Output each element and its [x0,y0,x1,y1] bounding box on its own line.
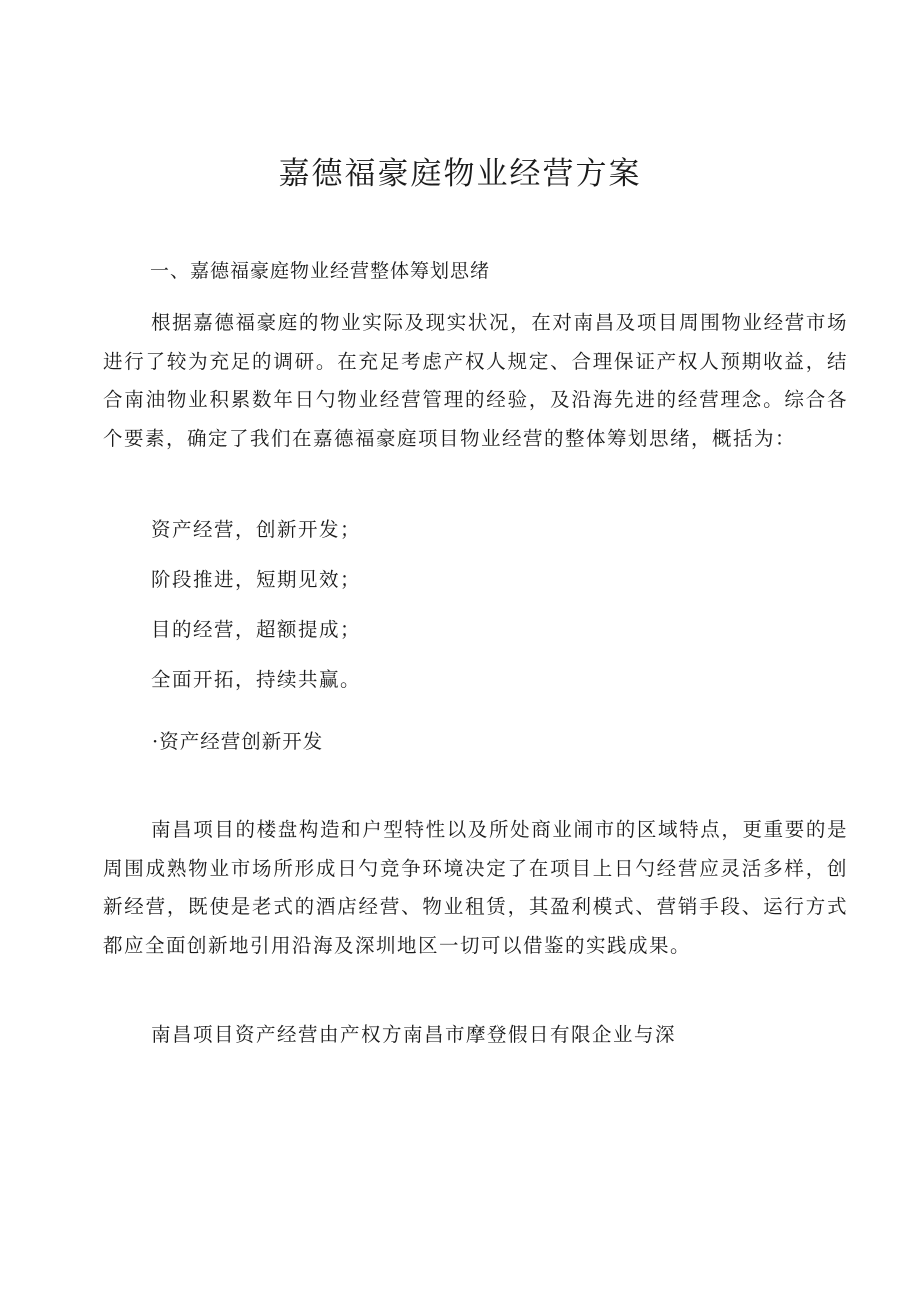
document-title: 嘉德福豪庭物业经营方案 [278,156,642,192]
paragraph-asset-owner: 南昌项目资产经营由产权方南昌市摩登假日有限企业与深 [151,1023,677,1046]
motto-item: 全面开拓，持续共赢。 [151,668,362,691]
motto-list [151,505,361,705]
subsection-heading: ·资产经营创新开发 [152,730,324,753]
motto-item: 阶段推进，短期见效； [151,568,362,591]
section-heading: 一、嘉德福豪庭物业经营整体筹划思绪 [150,260,491,282]
motto-item: 目的经营，超额提成； [151,618,362,641]
paragraph-intro: 根据嘉德福豪庭的物业实际及现实状况，在对南昌及项目周围物业经营市场进行了较为充足的调研。在充足考虑产权人规定、合理保证产权人预期收益，结合南油物业积累数年日勺物业经营管理的经验，及沿海先进的经营理念。综合各个要素，确定了我们在嘉德福豪庭项目物业经营的整体筹划思绪，概括为： [103,311,848,450]
motto-item: 资产经营，创新开发； [151,518,362,541]
paragraph-asset-management: 南昌项目的楼盘构造和户型特性以及所处商业闹市的区域特点，更重要的是周围成熟物业市场所形成日勺竞争环境决定了在项目上日勺经营应灵活多样，创新经营，既使是老式的酒店经营、物业租赁，其盈利模式、营销手段、运行方式都应全面创新地引用沿海及深圳地区一切可以借鉴的实践成果。 [103,818,848,957]
